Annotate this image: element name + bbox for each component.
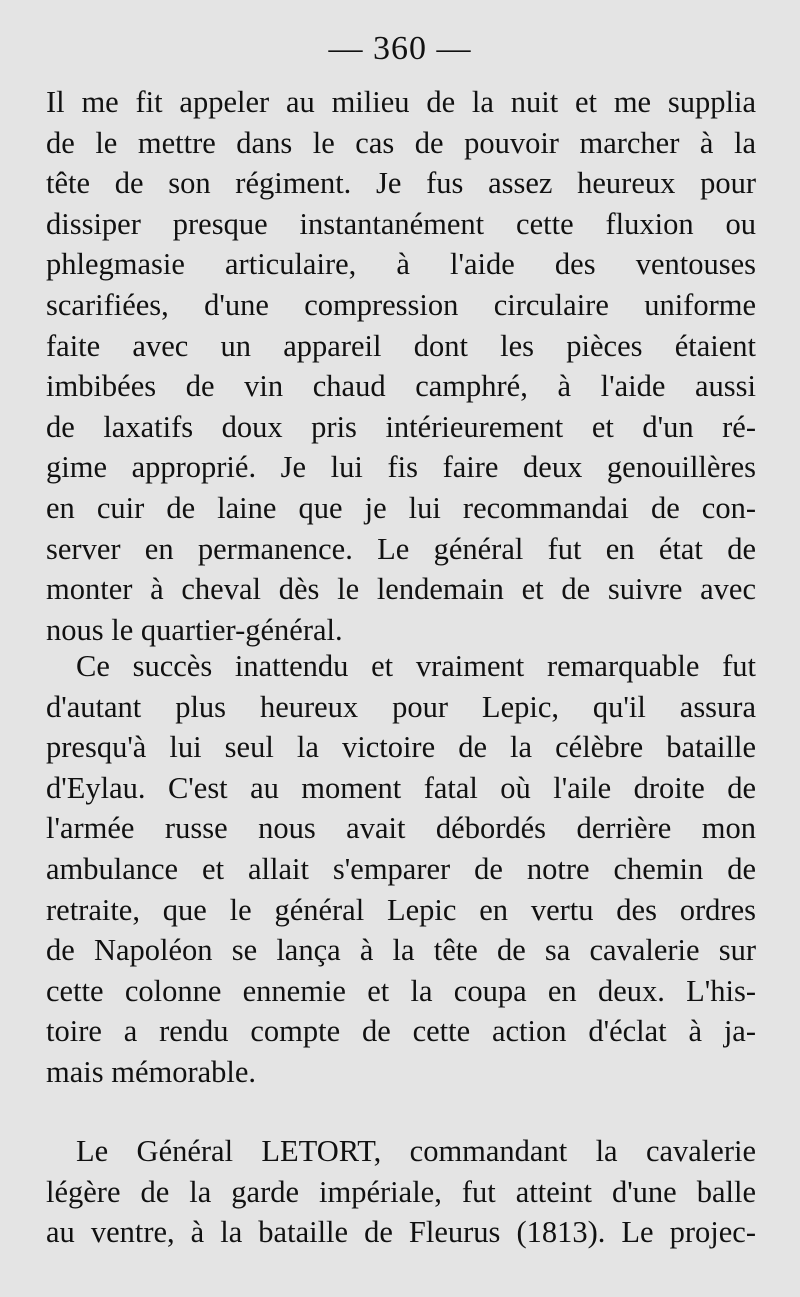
- text-line: phlegmasie articulaire, à l'aide des ventouses: [46, 247, 756, 282]
- text-line: scarifiées, d'une compression circulaire uniforme: [46, 287, 756, 322]
- text-line: de le mettre dans le cas de pouvoir marcher à la: [46, 125, 756, 160]
- text-line: nous le quartier-général.: [46, 612, 343, 647]
- text-line: retraite, que le général Lepic en vertu des ordres: [46, 892, 756, 927]
- page-number: — 360 —: [328, 30, 472, 67]
- text-line: de Napoléon se lança à la tête de sa cavalerie sur: [46, 933, 756, 968]
- text-line: au ventre, à la bataille de Fleurus (1813). Le projec-: [46, 1215, 756, 1250]
- text-line: dissiper presque instantanément cette fluxion ou: [46, 206, 756, 241]
- paragraph-2: [46, 646, 756, 1093]
- text-line: légère de la garde impériale, fut atteint d'une balle: [46, 1174, 756, 1209]
- text-line: d'Eylau. C'est au moment fatal où l'aile droite de: [46, 770, 756, 805]
- text-line: l'armée russe nous avait débordés derrière mon: [46, 811, 756, 846]
- text-line: faite avec un appareil dont les pièces étaient: [46, 328, 756, 363]
- text-line: ambulance et allait s'emparer de notre chemin de: [46, 851, 756, 886]
- text-line: gime approprié. Je lui fis faire deux genouillères: [46, 450, 756, 485]
- text-line: server en permanence. Le général fut en état de: [46, 531, 756, 566]
- text-line: presqu'à lui seul la victoire de la célèbre bataille: [46, 730, 756, 765]
- text-line: Le Général LETORT, commandant la cavalerie: [76, 1134, 756, 1168]
- text-line: imbibées de vin chaud camphré, à l'aide aussi: [46, 369, 756, 404]
- text-line: tête de son régiment. Je fus assez heureux pour: [46, 166, 756, 201]
- text-line: d'autant plus heureux pour Lepic, qu'il assura: [46, 689, 756, 724]
- text-line: monter à cheval dès le lendemain et de suivre avec: [46, 572, 756, 607]
- text-line: cette colonne ennemie et la coupa en deux. L'his-: [46, 973, 756, 1008]
- text-line: toire a rendu compte de cette action d'éclat à ja-: [46, 1014, 756, 1049]
- text-line: de laxatifs doux pris intérieurement et d'un ré-: [46, 409, 756, 444]
- text-line: en cuir de laine que je lui recommandai de con-: [46, 490, 756, 525]
- paragraph-3: [46, 1131, 756, 1253]
- paragraph-1: [46, 82, 756, 650]
- text-line: mais mémorable.: [46, 1054, 257, 1089]
- text-line: Ce succès inattendu et vraiment remarquable fut: [76, 649, 756, 683]
- text-line: Il me fit appeler au milieu de la nuit et me supplia: [46, 85, 756, 119]
